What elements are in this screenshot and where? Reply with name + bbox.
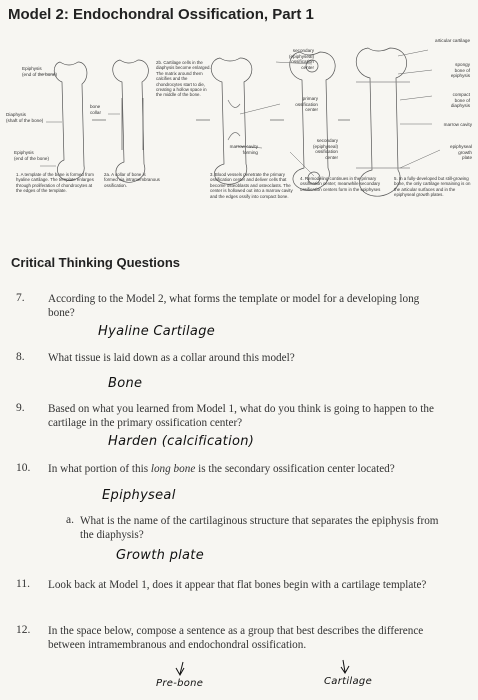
mature-bone-shape — [356, 48, 406, 196]
question-8-number: 8. — [16, 351, 25, 363]
label-bone-collar: bone collar — [90, 104, 101, 115]
question-12-text: In the space below, compose a sentence as a group that best describes the difference between intramembranous and endochondral ossification. — [48, 625, 424, 651]
answer-8: Bone — [108, 376, 143, 391]
question-11-number: 11. — [16, 578, 30, 590]
primary-center-stage-shape — [211, 58, 252, 184]
step-2b-text: 2b. Cartilage cells in the diaphysis become enlarged. The matrix around them calcifies and the chondrocytes start to die, creating a hollow space in the middle of the bone. — [156, 60, 211, 98]
question-12-number: 12. — [16, 624, 31, 636]
section-heading: Critical Thinking Questions — [11, 255, 181, 270]
question-7-text: According to the Model 2, what forms the template or model for a developing long bone? — [48, 293, 420, 319]
question-10-number: 10. — [16, 462, 31, 474]
question-10-text: In what portion of this long bone is the secondary ossification center located? — [48, 463, 395, 475]
question-10a-text: What is the name of the cartilaginous structure that separates the epiphysis from the diaphysis? — [80, 515, 439, 541]
answer-9: Harden (calcification) — [108, 434, 255, 449]
cartilage-template-shape — [54, 62, 87, 180]
label-primary-center: primary ossification center — [295, 96, 318, 113]
label-secondary-top: secondary (epiphyseal) ossification center — [288, 48, 314, 70]
label-epiphysis-top: Epiphysis (end of the bone) — [22, 66, 57, 77]
answer-10: Epiphyseal — [102, 488, 176, 503]
question-9-text: Based on what you learned from Model 1, what do you think is going to happen to the cartilage in the primary ossification center? — [48, 403, 434, 429]
label-diaphysis: Diaphysis (shaft of the bone) — [6, 112, 44, 123]
label-marrow-cavity-forming: marrow cavity forming — [229, 144, 258, 155]
question-7-number: 7. — [16, 292, 25, 304]
question-9-number: 9. — [16, 402, 25, 414]
step-2a-text: 2a. A collar of bone is formed via intramembranous ossification. — [104, 172, 160, 188]
label-articular-cartilage: articular cartilage — [435, 38, 470, 43]
step-4-text: 4. Remodeling continues in the primary ossification center; meanwhile secondary ossification centers form in the epiphyses — [300, 176, 381, 192]
question-11-text: Look back at Model 1, does it appear that flat bones begin with a cartilage template? — [48, 579, 427, 591]
label-marrow-cavity-right: marrow cavity — [443, 122, 472, 127]
q12-note-right: Cartilage — [324, 676, 373, 687]
step-3-text: 3. Blood vessels penetrate the primary ossification center and deliver cells that become osteoblasts and osteoclasts. The center is hollowed out into a marrow cavity and the edges ossify into compact bone. — [210, 172, 293, 199]
answer-7: Hyaline Cartilage — [98, 324, 216, 339]
step-1-text: 1. A template of the bone is formed from hyaline cartilage. The template enlarges through proliferation of chondrocytes at the edges of the template. — [16, 172, 94, 194]
question-10a-number: a. — [66, 514, 74, 526]
label-epiphysis-bottom: Epiphysis (end of the bone) — [14, 150, 49, 161]
label-compact-bone: compact bone of diaphysis — [450, 92, 470, 109]
label-growth-plate: epiphyseal growth plate — [450, 144, 472, 161]
step-5-text: 5. In a fully-developed but still-growing bone, the only cartilage remaining is on the articular surfaces and in the epiphyseal growth plates. — [394, 176, 471, 198]
answer-10a: Growth plate — [116, 548, 204, 563]
question-8-text: What tissue is laid down as a collar around this model? — [48, 352, 295, 364]
remodeling-stage-shape — [290, 52, 335, 190]
label-spongy-bone: spongy bone of epiphysis — [450, 62, 470, 79]
q12-note-left: Pre-bone — [156, 678, 204, 689]
label-secondary-bottom: secondary (epiphyseal) ossification center — [312, 138, 338, 160]
page-title: Model 2: Endochondral Ossification, Part 1 — [8, 6, 314, 23]
